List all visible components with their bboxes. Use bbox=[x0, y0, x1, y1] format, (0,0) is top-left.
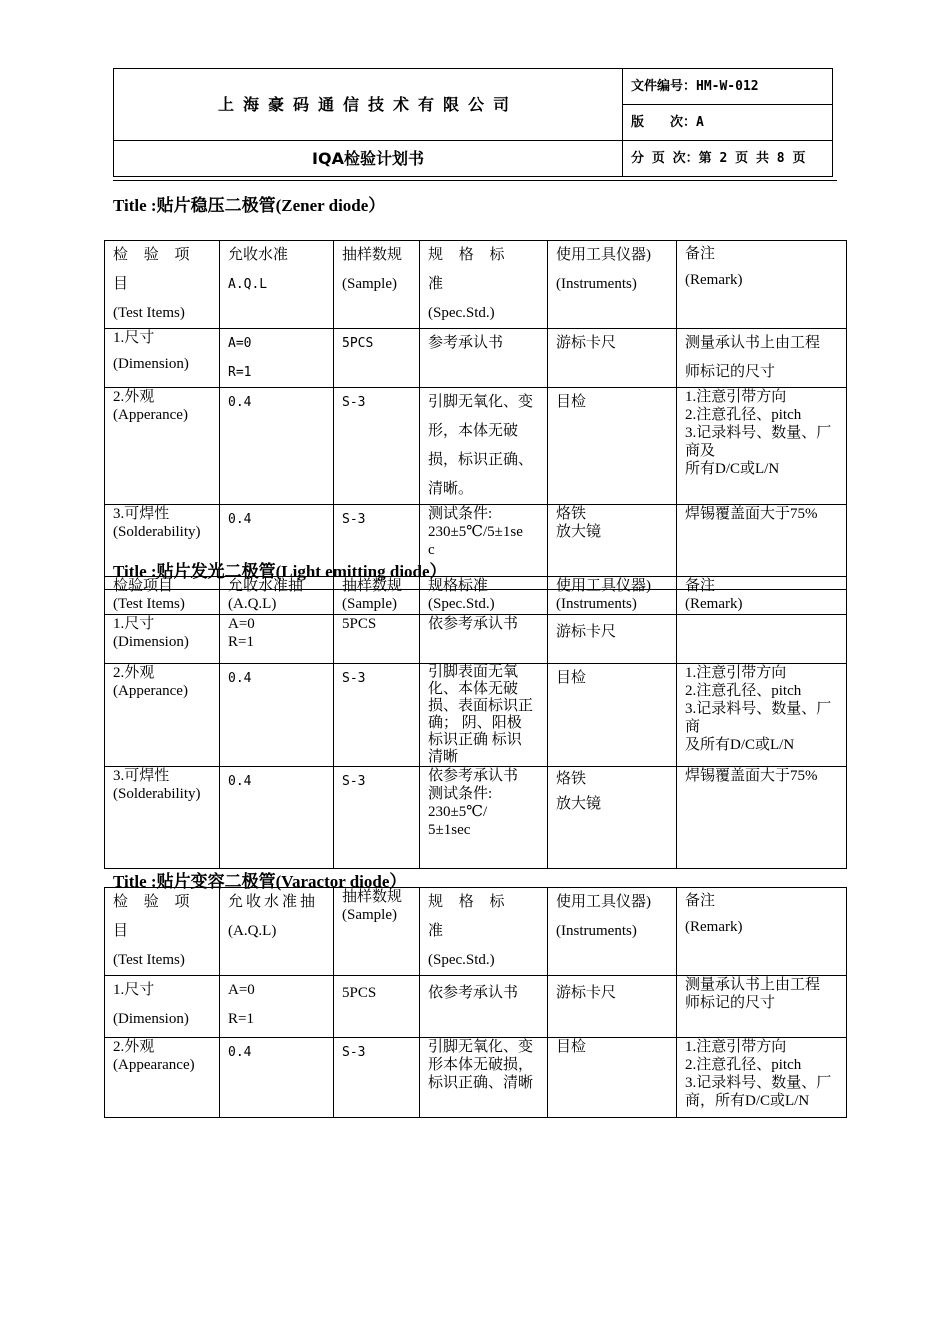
item-cell: 1.尺寸 (Dimension) bbox=[105, 329, 220, 388]
item-cell: 1.尺寸 (Dimension) bbox=[105, 615, 220, 664]
company-name: 上海豪码通信技术有限公司 bbox=[114, 69, 623, 141]
aql-cell: 0.4 bbox=[220, 388, 334, 505]
spec-cell: 测试条件: 230±5℃/5±1se c bbox=[420, 505, 548, 590]
item-cell: 3.可焊性 (Solderability) bbox=[105, 767, 220, 869]
col-aql: 允收水准抽 (A.Q.L) bbox=[220, 888, 334, 976]
section-title-zener: Title :贴片稳压二极管(Zener diode） bbox=[113, 196, 386, 215]
col-instruments: 使用工具仪器) (Instruments) bbox=[548, 888, 677, 976]
spec-cell: 依参考承认书 bbox=[420, 615, 548, 664]
spec-cell: 引脚无氧化、变 形，本体无破 损，标识正确、 清晰。 bbox=[420, 388, 548, 505]
aql-cell: 0.4 bbox=[220, 767, 334, 869]
instrument-cell: 烙铁 放大镜 bbox=[548, 505, 677, 590]
col-sample: 抽样数规 (Sample) bbox=[334, 577, 420, 615]
table-header-row bbox=[105, 888, 847, 976]
instrument-cell: 游标卡尺 bbox=[548, 976, 677, 1038]
spec-cell: 依参考承认书 测试条件: 230±5℃/ 5±1sec bbox=[420, 767, 548, 869]
sample-cell: 5PCS bbox=[334, 329, 420, 388]
remark-cell: 测量承认书上由工程 师标记的尺寸 bbox=[677, 976, 847, 1038]
instrument-cell: 目检 bbox=[548, 388, 677, 505]
aql-cell: 0.4 bbox=[220, 664, 334, 767]
sample-cell: 5PCS bbox=[334, 976, 420, 1038]
col-remark: 备注 (Remark) bbox=[677, 241, 847, 329]
spec-cell: 依参考承认书 bbox=[420, 976, 548, 1038]
remark-cell: 1.注意引带方向 2.注意孔径、pitch 3.记录料号、数量、厂 商 及所有D/C或L/N bbox=[677, 664, 847, 767]
spec-cell: 引脚表面无氧 化、本体无破 损、表面标识正 确； 阴、阳极 标识正确 标识 清晰 bbox=[420, 664, 548, 767]
table-row bbox=[105, 664, 847, 767]
spec-cell: 引脚无氧化、变 形本体无破损， 标识正确、清晰 bbox=[420, 1038, 548, 1118]
col-test-items: 检验项目 (Test Items) bbox=[105, 577, 220, 615]
col-sample: 抽样数规 (Sample) bbox=[334, 241, 420, 329]
col-instruments: 使用工具仪器) (Instruments) bbox=[548, 241, 677, 329]
table-header-row bbox=[105, 577, 847, 615]
col-sample: 抽样数规 (Sample) bbox=[334, 888, 420, 976]
table-row bbox=[105, 388, 847, 505]
item-cell: 3.可焊性 (Solderability) bbox=[105, 505, 220, 590]
col-spec: 规格标准 (Spec.Std.) bbox=[420, 577, 548, 615]
table-header-row bbox=[105, 241, 847, 329]
section-title-varactor: Title :贴片变容二极管(Varactor diode） bbox=[113, 872, 407, 891]
col-test-items: 检 验 项 目 (Test Items) bbox=[105, 241, 220, 329]
col-test-items: 检 验 项 目 (Test Items) bbox=[105, 888, 220, 976]
col-aql: 允收水准抽 (A.Q.L) bbox=[220, 577, 334, 615]
remark-cell: 1.注意引带方向 2.注意孔径、pitch 3.记录料号、数量、厂 商及 所有D/C或L/N bbox=[677, 388, 847, 505]
col-spec: 规 格 标 准 (Spec.Std.) bbox=[420, 241, 548, 329]
document-header bbox=[113, 68, 833, 177]
file-number: 文件编号：HM-W-012 bbox=[623, 69, 833, 105]
instrument-cell: 目检 bbox=[548, 664, 677, 767]
table-row bbox=[105, 1038, 847, 1118]
table-row bbox=[105, 767, 847, 869]
inspection-table-zener bbox=[104, 240, 847, 590]
aql-cell: A=0 R=1 bbox=[220, 976, 334, 1038]
sample-cell: S-3 bbox=[334, 1038, 420, 1118]
header-underline bbox=[113, 180, 837, 181]
sample-cell: S-3 bbox=[334, 767, 420, 869]
remark-cell: 焊锡覆盖面大于75% bbox=[677, 767, 847, 869]
aql-cell: A=0 R=1 bbox=[220, 329, 334, 388]
sample-cell: S-3 bbox=[334, 388, 420, 505]
sample-cell: S-3 bbox=[334, 664, 420, 767]
col-remark: 备注 (Remark) bbox=[677, 888, 847, 976]
remark-cell: 测量承认书上由工程 师标记的尺寸 bbox=[677, 329, 847, 388]
table-row bbox=[105, 976, 847, 1038]
spec-cell: 参考承认书 bbox=[420, 329, 548, 388]
aql-cell: A=0 R=1 bbox=[220, 615, 334, 664]
item-cell: 1.尺寸 (Dimension) bbox=[105, 976, 220, 1038]
col-aql: 允收水准 A.Q.L bbox=[220, 241, 334, 329]
col-spec: 规 格 标 准 (Spec.Std.) bbox=[420, 888, 548, 976]
page-number: 分 页 次：第 2 页 共 8 页 bbox=[623, 141, 833, 177]
remark-cell: 1.注意引带方向 2.注意孔径、pitch 3.记录料号、数量、厂 商，所有D/C或L/N bbox=[677, 1038, 847, 1118]
item-cell: 2.外观 (Apperance) bbox=[105, 388, 220, 505]
inspection-table-led bbox=[104, 576, 847, 869]
instrument-cell: 目检 bbox=[548, 1038, 677, 1118]
remark-cell: 焊锡覆盖面大于75% bbox=[677, 505, 847, 590]
table-row bbox=[105, 329, 847, 388]
instrument-cell: 游标卡尺 bbox=[548, 615, 677, 664]
aql-cell: 0.4 bbox=[220, 505, 334, 590]
section-title-led: Title :贴片发光二极管(Light emitting diode） bbox=[113, 562, 447, 581]
sample-cell: 5PCS bbox=[334, 615, 420, 664]
item-cell: 2.外观 (Appearance) bbox=[105, 1038, 220, 1118]
aql-cell: 0.4 bbox=[220, 1038, 334, 1118]
col-remark: 备注 (Remark) bbox=[677, 577, 847, 615]
instrument-cell: 烙铁 放大镜 bbox=[548, 767, 677, 869]
remark-cell bbox=[677, 615, 847, 664]
version: 版 次：A bbox=[623, 105, 833, 141]
item-cell: 2.外观 (Apperance) bbox=[105, 664, 220, 767]
sample-cell: S-3 bbox=[334, 505, 420, 590]
inspection-table-varactor bbox=[104, 887, 847, 1118]
instrument-cell: 游标卡尺 bbox=[548, 329, 677, 388]
document-title: IQA检验计划书 bbox=[114, 141, 623, 177]
table-row bbox=[105, 615, 847, 664]
col-instruments: 使用工具仪器) (Instruments) bbox=[548, 577, 677, 615]
